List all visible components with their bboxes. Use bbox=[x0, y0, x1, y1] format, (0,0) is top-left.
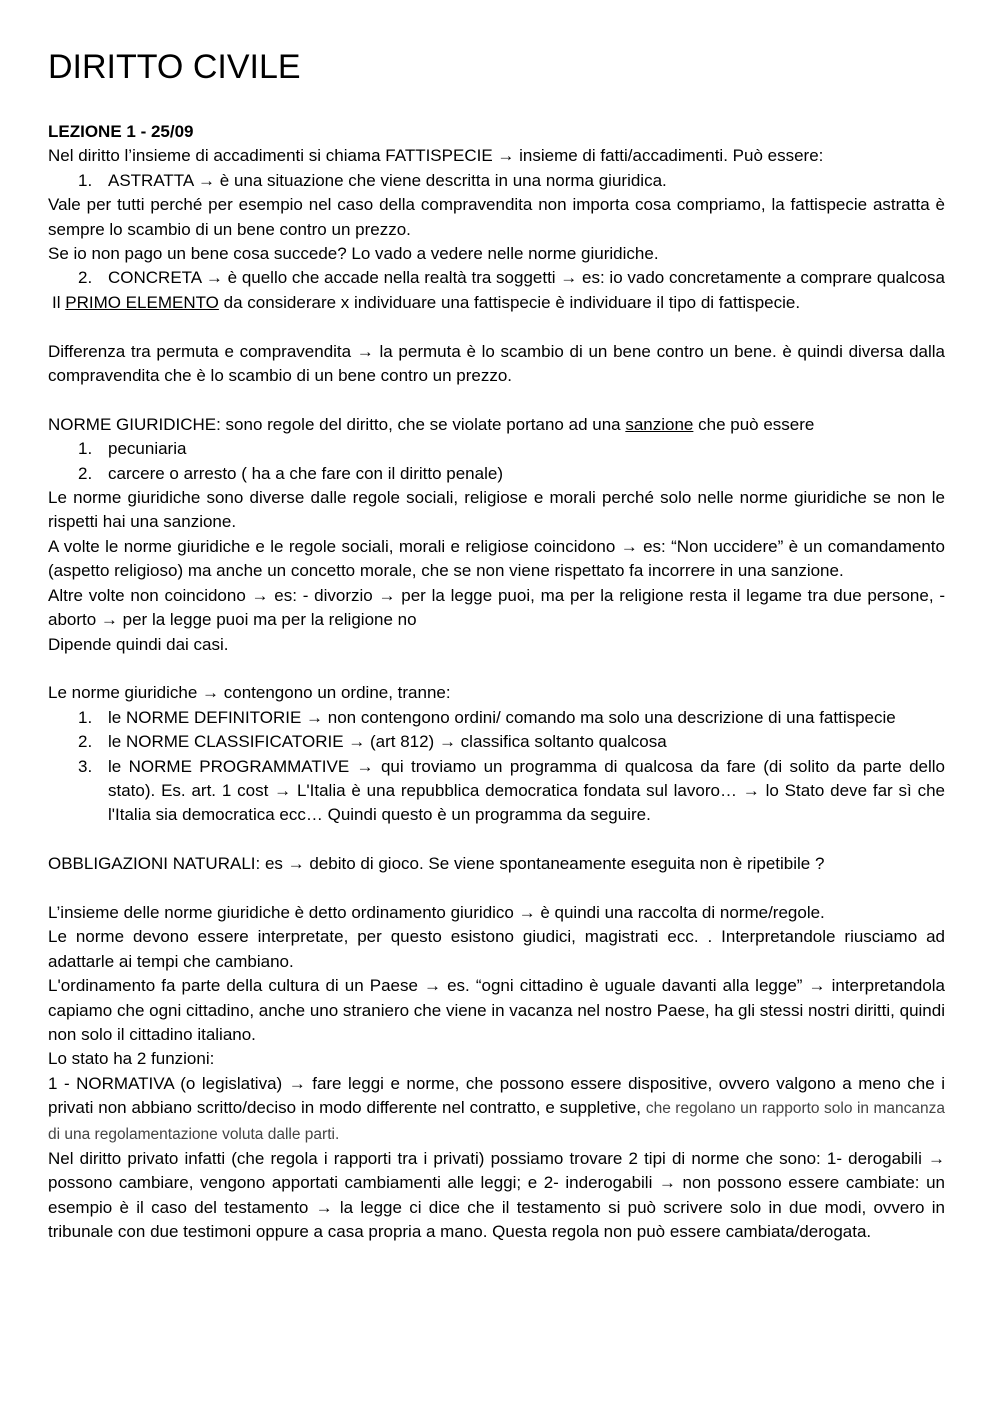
paragraph-diritto-privato: Nel diritto privato infatti (che regola i rapporti tra i privati) possiamo trovare 2 tipi di norme che sono: 1- derogabili → possono cambiare, vengono apportati cambiamenti alle leggi; e 2- inderogabili → non possono essere cambiate: un esempio è il caso del testamento → la legge ci dice che il testamento si può scrivere solo in due modi, ovvero in tribunale con due testimoni oppure a casa propria a mano. Questa regola non può essere cambiata/derogata. bbox=[48, 1148, 945, 1242]
list-text: pecuniaria bbox=[108, 439, 187, 459]
list-item bbox=[48, 730, 945, 754]
underlined-text: PRIMO ELEMENTO bbox=[65, 292, 219, 312]
paragraph-ordinamento: L’insieme delle norme giuridiche è detto ordinamento giuridico → è quindi una raccolta di norme/regole. bbox=[48, 902, 825, 922]
list-item bbox=[48, 755, 945, 828]
paragraph-cultura: L'ordinamento fa parte della cultura di un Paese → es. “ogni cittadino è uguale davanti alla legge” → interpretandola capiamo che ogni cittadino, anche uno straniero che viene in vacanza nel nostro Paese, ha gli stessi nostri diritti, quindi non solo il cittadino italiano. bbox=[48, 976, 945, 1044]
paragraph-dipende: Dipende quindi dai casi. bbox=[48, 634, 229, 654]
list-text: le NORME CLASSIFICATORIE → (art 812) → classifica soltanto qualcosa bbox=[108, 732, 667, 752]
lesson-heading: LEZIONE 1 - 25/09 bbox=[48, 122, 194, 141]
spacer bbox=[48, 388, 945, 412]
paragraph-fattispecie: Nel diritto l’insieme di accadimenti si chiama FATTISPECIE → insieme di fatti/accadimenti. Può essere: bbox=[48, 146, 824, 166]
paragraph-norme-giuridiche: NORME GIURIDICHE: sono regole del diritto, che se violate portano ad una sanzione che può essere bbox=[48, 414, 815, 434]
list-item bbox=[48, 437, 945, 461]
paragraph-regole-sociali: Le norme giuridiche sono diverse dalle regole sociali, religiose e morali perché solo nelle norme giuridiche se non le rispetti hai una sanzione. bbox=[48, 488, 945, 532]
list-fattispecie-1 bbox=[48, 169, 945, 193]
underlined-text: sanzione bbox=[625, 414, 694, 434]
list-tipi-norme bbox=[48, 706, 945, 828]
paragraph-non-coincidono: Altre volte non coincidono → es: - divorzio → per la legge puoi, ma per la religione resta il legame tra due persone, - aborto → per la legge puoi ma per la religione no bbox=[48, 585, 945, 630]
list-number: 1. bbox=[78, 170, 93, 190]
paragraph-obbligazioni: OBBLIGAZIONI NATURALI: es → debito di gioco. Se viene spontaneamente eseguita non è ripetibile ? bbox=[48, 854, 825, 874]
list-number: 1. bbox=[78, 707, 93, 727]
list-text: CONCRETA → è quello che accade nella realtà tra soggetti → es: io vado concretamente a comprare qualcosa bbox=[108, 268, 945, 288]
paragraph-non-pago: Se io non pago un bene cosa succede? Lo vado a vedere nelle norme giuridiche. bbox=[48, 244, 659, 264]
list-sanzioni bbox=[48, 437, 945, 486]
list-item bbox=[48, 706, 945, 730]
list-fattispecie-2 bbox=[48, 266, 945, 290]
paragraph-normativa: 1 - NORMATIVA (o legislativa) → fare leggi e norme, che possono essere dispositive, ovvero valgono a meno che i privati non abbiano scritto/deciso in modo differente nel contratto, e suppletive, che regolano un rapporto solo in mancanza di una regolamentazione voluta dalle parti. bbox=[48, 1073, 945, 1143]
list-text: le NORME PROGRAMMATIVE → qui troviamo un programma di qualcosa da fare (di solito da parte dello stato). Es. art. 1 cost → L'Italia è una repubblica democratica fondata sul lavoro… → lo Stato deve far sì che l'Italia sia democratica ecc… Quindi questo è un programma da seguire. bbox=[108, 756, 945, 825]
list-number: 2. bbox=[78, 732, 93, 752]
paragraph-ordine: Le norme giuridiche → contengono un ordine, tranne: bbox=[48, 683, 451, 703]
paragraph-interpretazione: Le norme devono essere interpretate, per questo esistono giudici, magistrati ecc. . Interpretandole riusciamo ad adattarle ai tempi che cambiano. bbox=[48, 927, 945, 971]
spacer bbox=[48, 657, 945, 681]
list-item bbox=[48, 169, 945, 193]
list-item bbox=[48, 266, 945, 290]
list-text: ASTRATTA → è una situazione che viene descritta in una norma giuridica. bbox=[108, 170, 667, 190]
document-body bbox=[48, 120, 945, 1245]
paragraph-compravendita: Vale per tutti perché per esempio nel caso della compravendita non importa cosa compriamo, la fattispecie astratta è sempre lo scambio di un bene contro un prezzo. bbox=[48, 195, 945, 239]
spacer bbox=[48, 315, 945, 339]
list-number: 2. bbox=[78, 268, 93, 288]
grey-text: che regolano un rapporto solo in mancanza di una regolamentazione voluta dalle parti. bbox=[48, 1100, 945, 1143]
document-title: DIRITTO CIVILE bbox=[48, 48, 301, 86]
list-text: carcere o arresto ( ha a che fare con il diritto penale) bbox=[108, 463, 503, 483]
list-number: 1. bbox=[78, 439, 93, 459]
list-number: 2. bbox=[78, 463, 93, 483]
paragraph-funzioni: Lo stato ha 2 funzioni: bbox=[48, 1049, 215, 1069]
paragraph-coincidono: A volte le norme giuridiche e le regole sociali, morali e religiose coincidono → es: “Non uccidere” è un comandamento (aspetto religioso) ma anche un concetto morale, che se non viene rispettato fa incorrere in una sanzione. bbox=[48, 536, 945, 581]
paragraph-permuta: Differenza tra permuta e compravendita → la permuta è lo scambio di un bene contro un bene. è quindi diversa dalla compravendita che è lo scambio di un bene contro un prezzo. bbox=[48, 341, 945, 386]
spacer bbox=[48, 877, 945, 901]
list-number: 3. bbox=[78, 756, 93, 776]
spacer bbox=[48, 828, 945, 852]
list-text: le NORME DEFINITORIE → non contengono ordini/ comando ma solo una descrizione di una fattispecie bbox=[108, 707, 896, 727]
list-item bbox=[48, 462, 945, 486]
paragraph-primo-elemento: Il PRIMO ELEMENTO da considerare x individuare una fattispecie è individuare il tipo di fattispecie. bbox=[52, 292, 801, 312]
